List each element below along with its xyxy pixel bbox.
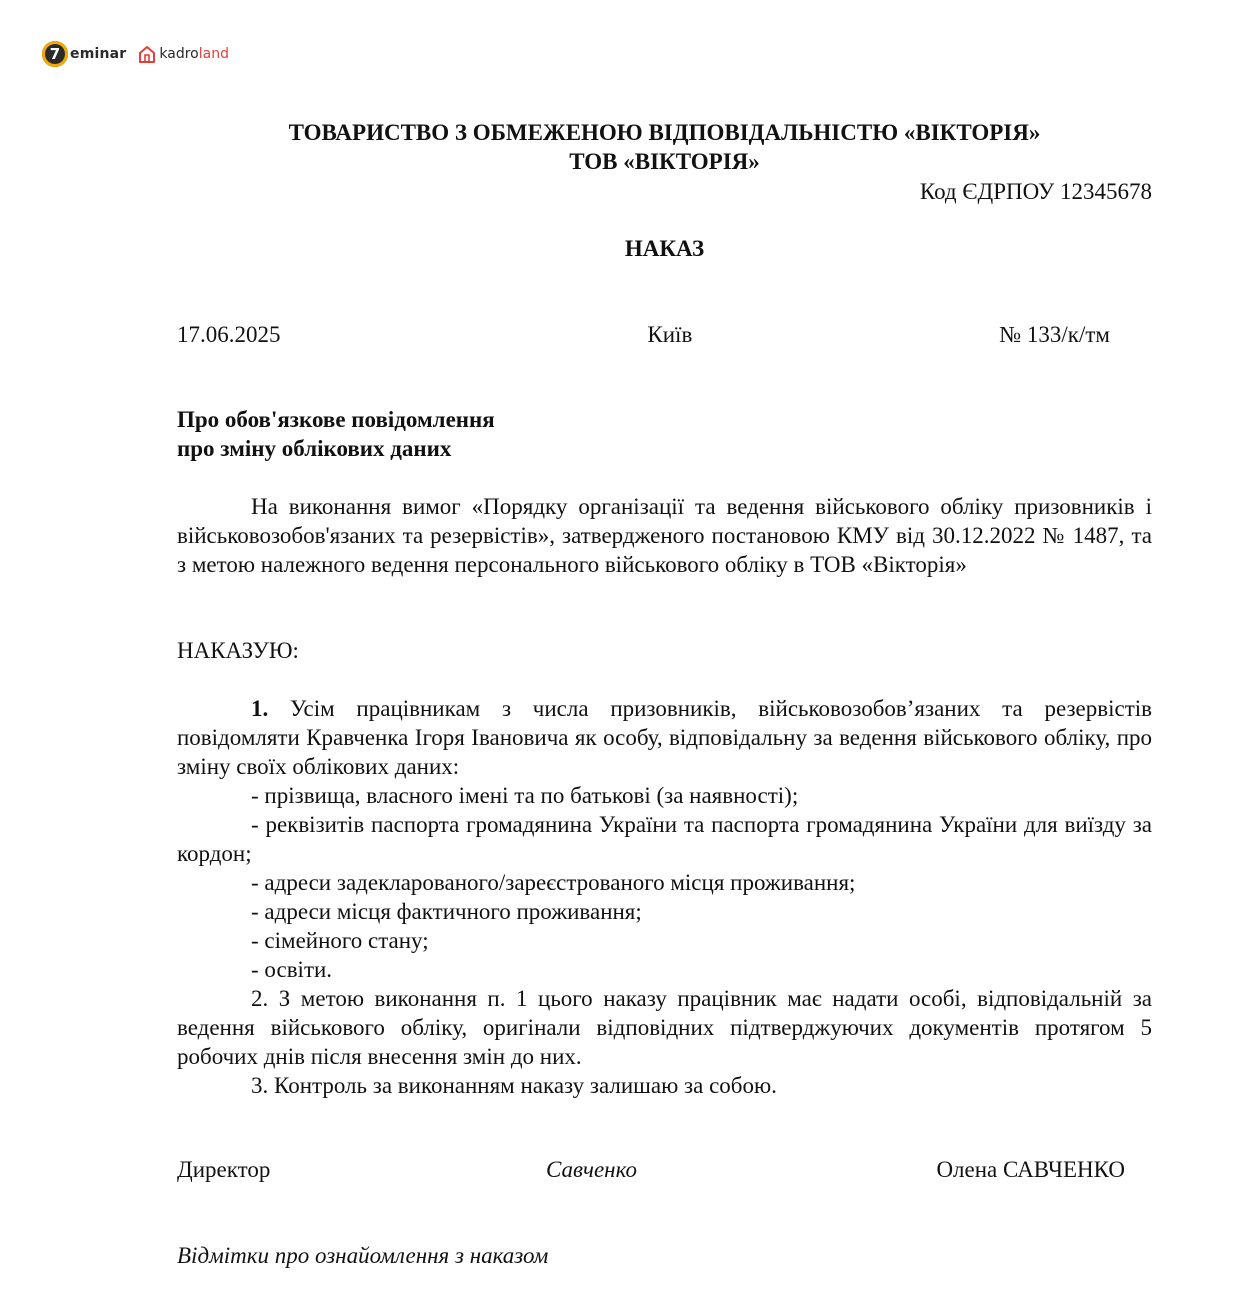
handwritten-signature: Савченко [546,1157,637,1182]
logo-bar [42,40,229,68]
kadroland-logo-text [159,46,229,62]
document-number: № 133/к/тм [999,322,1110,347]
seminar-logo [42,41,126,67]
document-date: 17.06.2025 [177,322,281,347]
preamble-paragraph: На виконання вимог «Порядку організації та ведення військового обліку призовників і військовозобов'язаних та резервістів», затвердженого постановою КМУ від 30.12.2022 № 1487, та з метою належного ведення персонального військового обліку в ТОВ «Вікторія» [177,494,1152,577]
order-word: НАКАЗУЮ: [177,638,299,663]
kadroland-house-icon [138,44,156,64]
sub-item: - адреси місця фактичного проживання; [251,899,642,924]
order-item-2: 2. З метою виконання п. 1 цього наказу працівник має надати особі, відповідальній за ведення військового обліку, оригінали відповідних підтверджуючих документів протягом 5 робочих днів після внесення змін до них. [177,986,1152,1069]
sub-item: - сімейного стану; [251,928,429,953]
organization-header [177,118,1152,176]
seminar-logo-text: eminar [70,46,127,62]
order-item-1-number: 1. [251,696,269,721]
order-items [177,694,1152,1100]
subject-line-1: Про обов'язкове повідомлення [177,407,495,432]
document-title: НАКАЗ [624,236,705,261]
order-item-1-text: Усім працівникам з числа призовників, військовозобов’язаних та резервістів повідомляти Кравченка Ігоря Івановича як особу, відповідальну за ведення військового обліку, про зміну своїх облікових даних: [177,696,1152,779]
sub-item: - прізвища, власного імені та по батькові (за наявності); [251,783,799,808]
signatory-position: Директор [177,1157,271,1182]
sub-item: - реквізитів паспорта громадянина України та паспорта громадянина України для виїзду за кордон; [177,812,1152,866]
date-city-number-row [177,320,1110,349]
document-city: Київ [647,322,693,347]
org-short-name: ТОВ «ВІКТОРІЯ» [569,149,760,174]
signatory-name: Олена САВЧЕНКО [936,1157,1125,1182]
subject-line-2: про зміну облікових даних [177,436,452,461]
kadroland-text-accent: land [198,46,229,62]
kadroland-logo [138,44,229,64]
org-full-name: ТОВАРИСТВО З ОБМЕЖЕНОЮ ВІДПОВІДАЛЬНІСТЮ «ВІКТОРІЯ» [288,120,1041,145]
sub-item: - освіти. [251,957,333,982]
order-item-3: 3. Контроль за виконанням наказу залишаю за собою. [251,1073,777,1098]
document-subject [177,405,1152,463]
acknowledgement-note: Відмітки про ознайомлення з наказом [177,1243,549,1268]
kadroland-text-main: kadro [159,46,199,62]
seminar-logo-digit: 7 [49,44,61,63]
order-item-1 [177,694,1152,781]
seminar-logo-icon [42,41,68,67]
sub-item: - адреси задекларованого/зареєстрованого місця проживання; [251,870,856,895]
edrpou-code: Код ЄДРПОУ 12345678 [919,179,1152,204]
